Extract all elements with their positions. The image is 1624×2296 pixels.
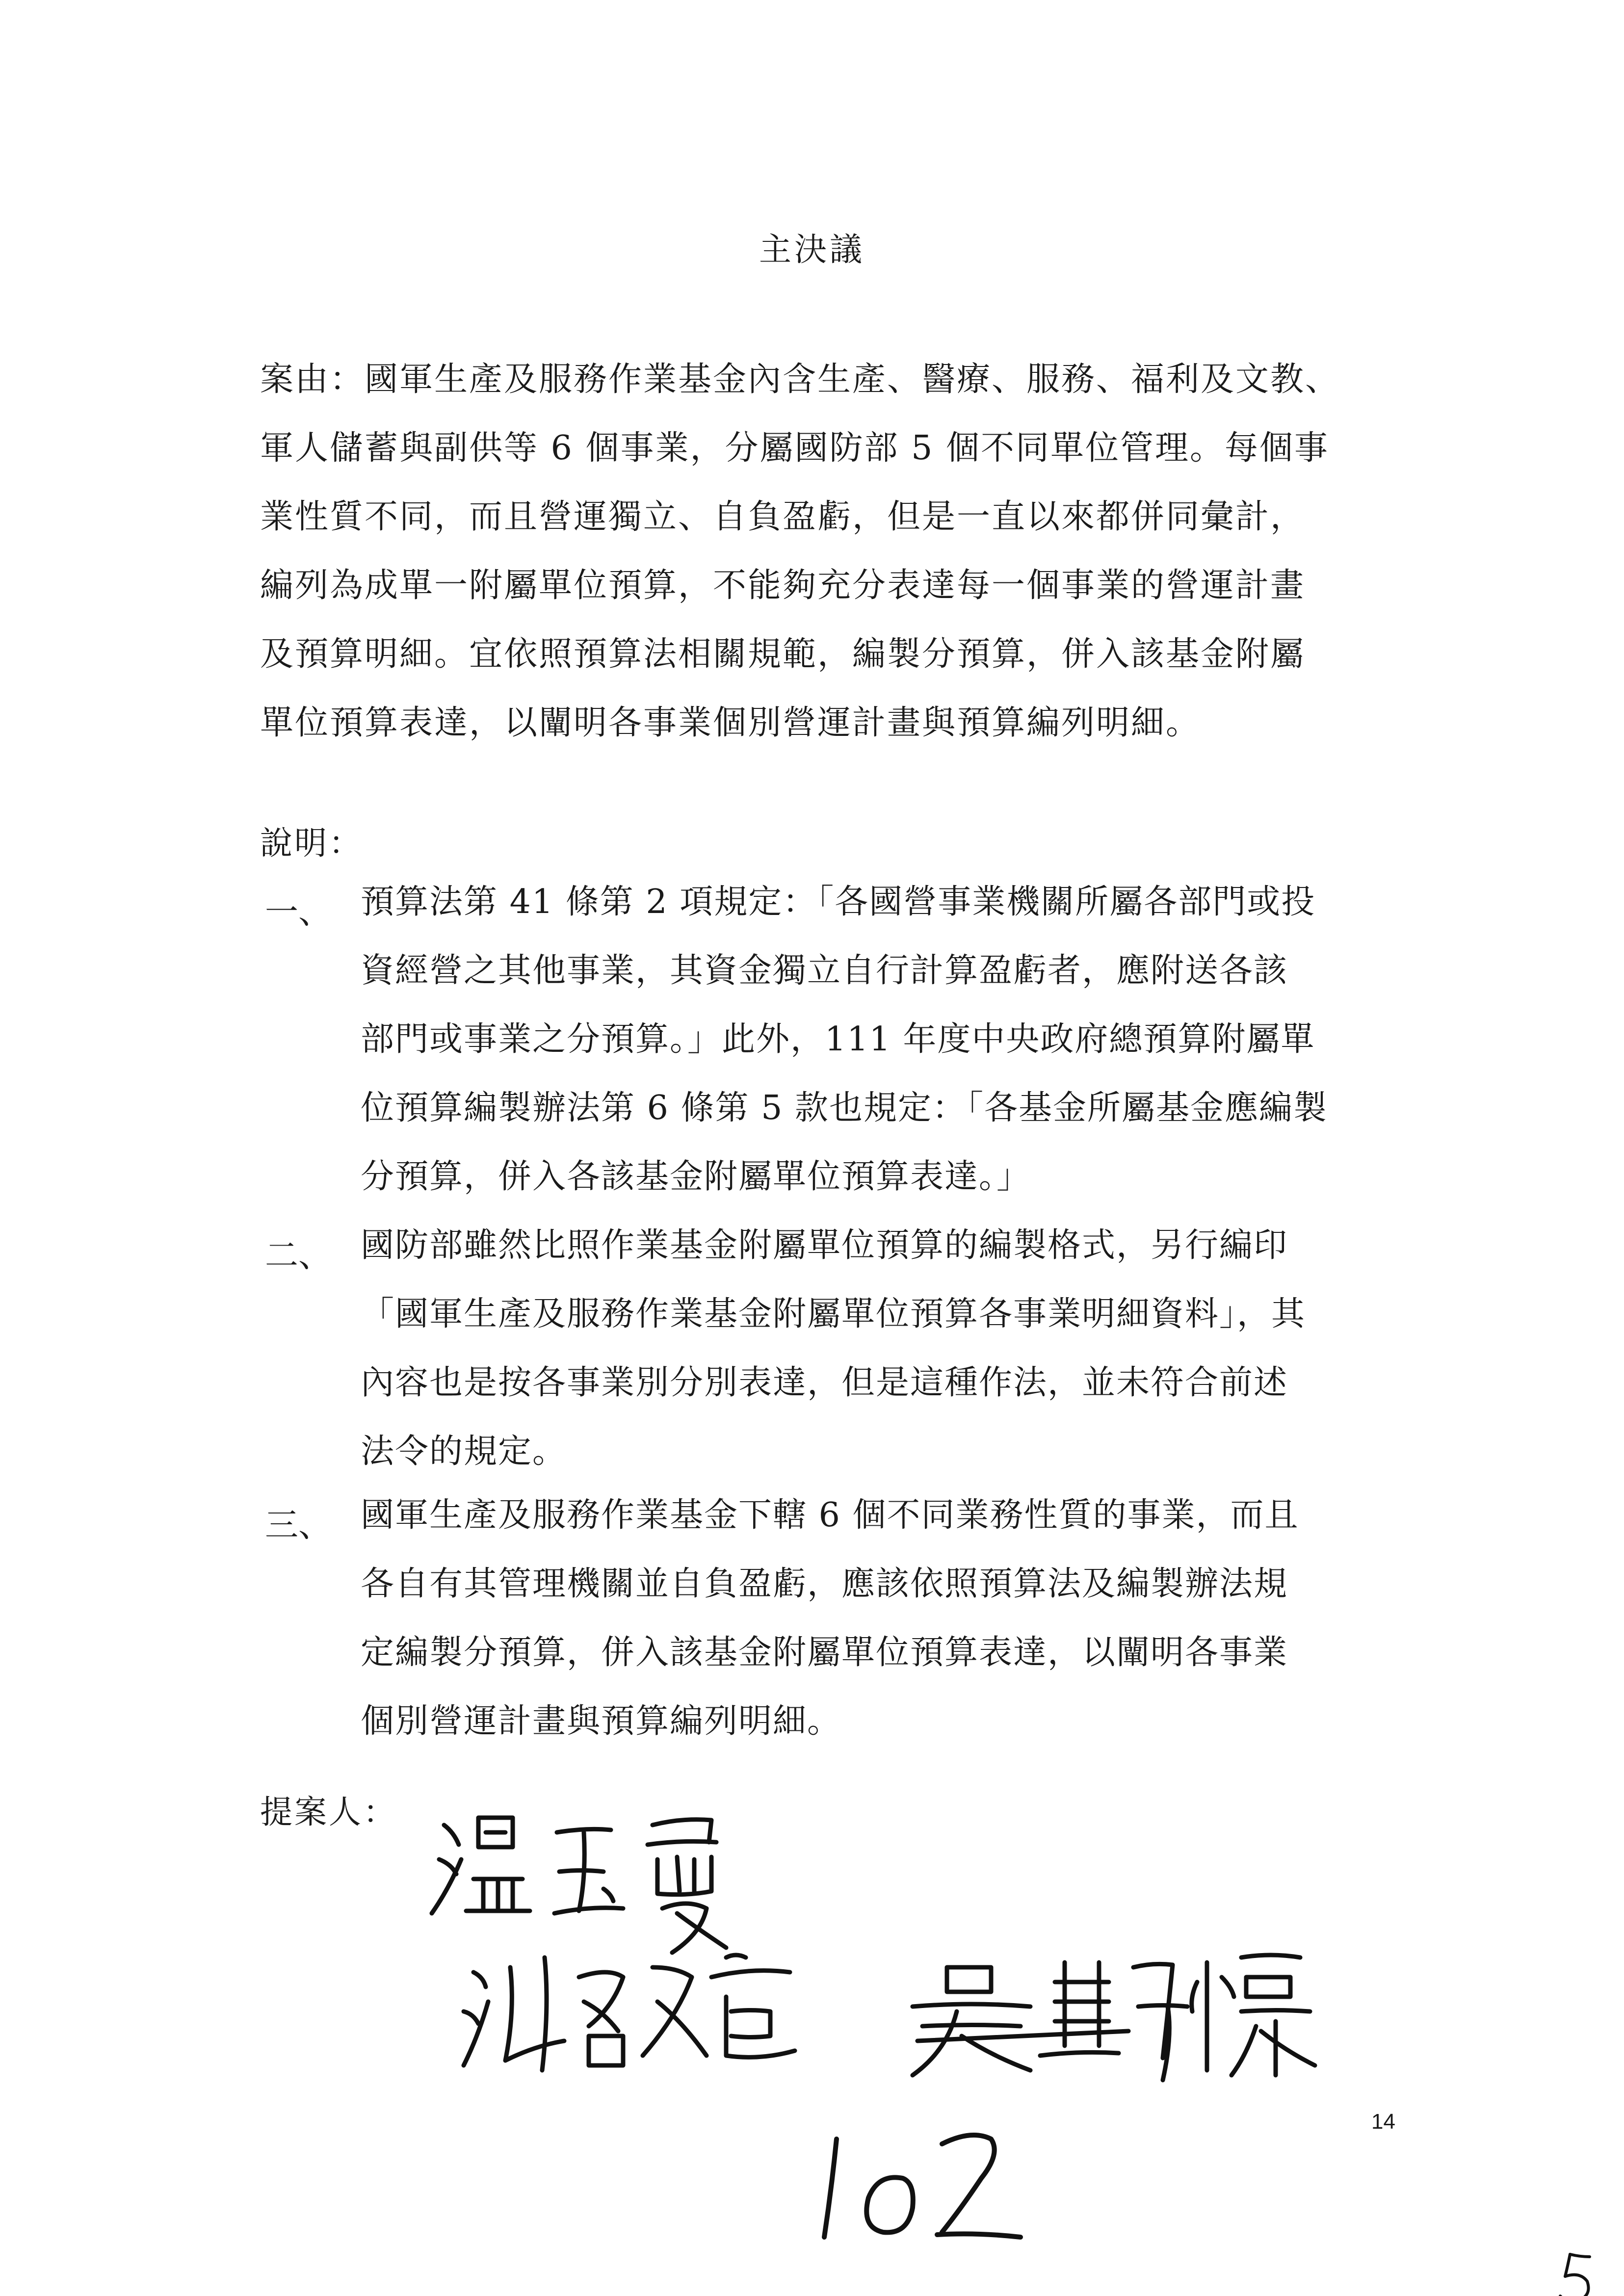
item-line: 個別營運計畫與預算編列明細。 bbox=[361, 1702, 842, 1741]
handwritten-sheet-number-5 bbox=[1560, 2254, 1590, 2296]
case-line: 編列為成單一附屬單位預算，不能夠充分表達每一個事業的營運計畫 bbox=[260, 566, 1306, 605]
page-title: 主決議 bbox=[759, 231, 865, 268]
item-number: 三、 bbox=[265, 1506, 332, 1545]
item-line: 國防部雖然比照作業基金附屬單位預算的編製格式，另行編印 bbox=[361, 1226, 1288, 1265]
signature-chiang-chi-chen bbox=[464, 1955, 795, 2070]
item-line: 各自有其管理機關並自負盈虧，應該依照預算法及編製辦法規 bbox=[361, 1565, 1288, 1603]
item-line: 資經營之其他事業，其資金獨立自行計算盈虧者，應附送各該 bbox=[361, 951, 1288, 990]
item-number: 一、 bbox=[265, 893, 332, 932]
item-line: 定編製分預算，併入該基金附屬單位預算表達，以闡明各事業 bbox=[361, 1633, 1288, 1672]
case-line: 業性質不同，而且營運獨立、自負盈虧，但是一直以來都併同彙計， bbox=[260, 497, 1306, 536]
signature-wu-sz-huai bbox=[913, 1955, 1315, 2080]
item-line: 預算法第 41 條第 2 項規定：「各國營事業機關所屬各部門或投 bbox=[361, 883, 1316, 921]
case-line: 案由：國軍生產及服務作業基金內含生產、醫療、服務、福利及文教、 bbox=[260, 360, 1340, 399]
handwritten-count-102 bbox=[824, 2135, 1021, 2237]
proposer-label: 提案人： bbox=[260, 1793, 397, 1831]
item-line: 法令的規定。 bbox=[361, 1432, 567, 1471]
case-line: 軍人儲蓄與副供等 6 個事業，分屬國防部 5 個不同單位管理。每個事 bbox=[260, 429, 1329, 468]
item-line: 國軍生產及服務作業基金下轄 6 個不同業務性質的事業，而且 bbox=[361, 1496, 1299, 1535]
page-number: 14 bbox=[1371, 2110, 1395, 2134]
item-line: 內容也是按各事業別分別表達，但是這種作法，並未符合前述 bbox=[361, 1363, 1288, 1402]
item-line: 「國軍生產及服務作業基金附屬單位預算各事業明細資料」，其 bbox=[361, 1295, 1306, 1333]
item-line: 位預算編製辦法第 6 條第 5 款也規定：「各基金所屬基金應編製 bbox=[361, 1089, 1328, 1127]
item-line: 分預算，併入各該基金附屬單位預算表達。」 bbox=[361, 1157, 1031, 1196]
case-line: 單位預算表達，以闡明各事業個別營運計畫與預算編列明細。 bbox=[260, 704, 1201, 742]
item-line: 部門或事業之分預算。」此外，111 年度中央政府總預算附屬單 bbox=[361, 1020, 1315, 1059]
case-line: 及預算明細。宜依照預算法相關規範，編製分預算，併入該基金附屬 bbox=[260, 635, 1306, 674]
item-number: 二、 bbox=[265, 1236, 332, 1275]
explanation-label: 說明： bbox=[260, 824, 363, 862]
signature-wen-yu-hsia bbox=[432, 1818, 726, 1953]
